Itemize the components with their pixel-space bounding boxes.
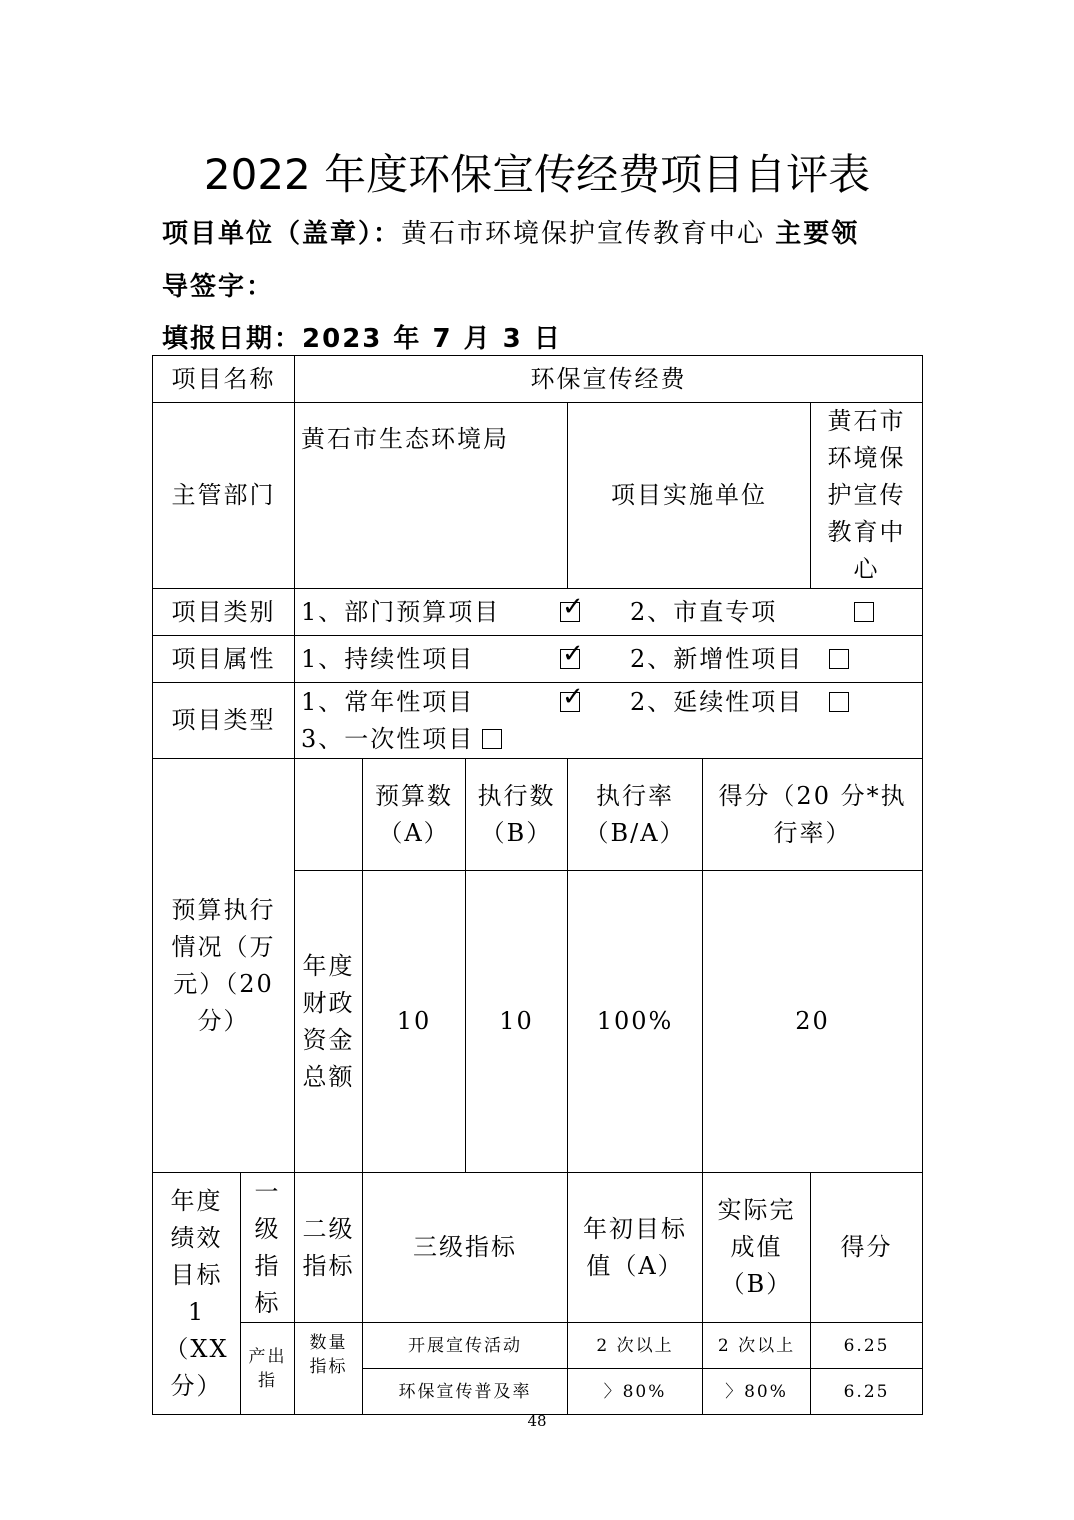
type-options [295,683,923,759]
category-opt2-label: 2、市直专项 [630,597,778,626]
attr-label: 项目属性 [153,636,295,683]
date-label: 填报日期： [162,324,303,354]
type-opt3-checkbox[interactable] [482,729,502,749]
impl-label: 项目实施单位 [568,403,811,589]
perf-row-indicator: 环保宣传普及率 [363,1369,568,1415]
category-opt1-checkbox[interactable] [560,602,580,622]
budget-row-label: 年度财政资金总额 [295,871,363,1173]
budget-col-score: 得分（20 分*执行率） [703,759,923,871]
attr-opt2-checkbox[interactable] [829,649,849,669]
budget-score: 20 [703,871,923,1173]
perf-row-l1: 产出指 [241,1323,295,1415]
date-value: 2023 年 7 月 3 日 [302,324,562,354]
attr-opt2-label: 2、新增性项目 [630,644,804,673]
budget-corner [295,759,363,871]
perf-row-score: 6.25 [811,1323,923,1369]
perf-row-actual: 2 次以上 [703,1323,811,1369]
leader-label-cont: 导签字： [162,272,275,302]
attr-opt1-checkbox[interactable] [560,649,580,669]
page-number: 48 [527,1412,547,1430]
category-options [295,589,923,636]
type-opt3-label: 3、一次性项目 [301,724,475,753]
budget-col-a: 预算数（A） [363,759,466,871]
category-label: 项目类别 [153,589,295,636]
attr-opt1-label: 1、持续性项目 [301,644,475,673]
unit-line [162,213,859,250]
unit-label: 项目单位（盖章）： [162,219,402,249]
category-opt2-checkbox[interactable] [854,602,874,622]
dept-value: 黄石市生态环境局 [295,403,568,589]
perf-target-header: 年初目标值（A） [568,1173,703,1323]
perf-l1-header: 一级指标 [241,1173,295,1323]
perf-row-l2: 数量指标 [295,1323,363,1415]
unit-value: 黄石市环境保护宣传教育中心 [401,219,766,249]
perf-score-header: 得分 [811,1173,923,1323]
type-label: 项目类型 [153,683,295,759]
budget-rate: 100% [568,871,703,1173]
impl-value: 黄石市环境保护宣传教育中心 [811,403,923,589]
type-opt1-checkbox[interactable] [560,692,580,712]
perf-row-score: 6.25 [811,1369,923,1415]
evaluation-table [152,355,923,1415]
budget-b: 10 [466,871,568,1173]
budget-col-b: 执行数（B） [466,759,568,871]
perf-row-target: 〉80% [568,1369,703,1415]
type-opt2-checkbox[interactable] [829,692,849,712]
project-name-value: 环保宣传经费 [295,356,923,403]
perf-l3-header: 三级指标 [363,1173,568,1323]
type-opt1-label: 1、常年性项目 [301,687,475,716]
perf-l2-header: 二级指标 [295,1173,363,1323]
perf-row-actual: 〉80% [703,1369,811,1415]
budget-label: 预算执行情况（万元）（20 分） [153,759,295,1173]
leader-label: 主要领 [775,219,860,249]
category-opt1-label: 1、部门预算项目 [301,597,501,626]
budget-a: 10 [363,871,466,1173]
dept-label: 主管部门 [153,403,295,589]
page-title: 2022 年度环保宣传经费项目自评表 [203,150,871,199]
perf-row-target: 2 次以上 [568,1323,703,1369]
date-line [162,318,562,355]
perf-row-indicator: 开展宣传活动 [363,1323,568,1369]
perf-label: 年度绩效目标 1（XX 分） [153,1173,241,1415]
type-opt2-label: 2、延续性项目 [630,687,804,716]
budget-col-rate: 执行率（B/A） [568,759,703,871]
project-name-label: 项目名称 [153,356,295,403]
attr-options [295,636,923,683]
perf-actual-header: 实际完成值（B） [703,1173,811,1323]
